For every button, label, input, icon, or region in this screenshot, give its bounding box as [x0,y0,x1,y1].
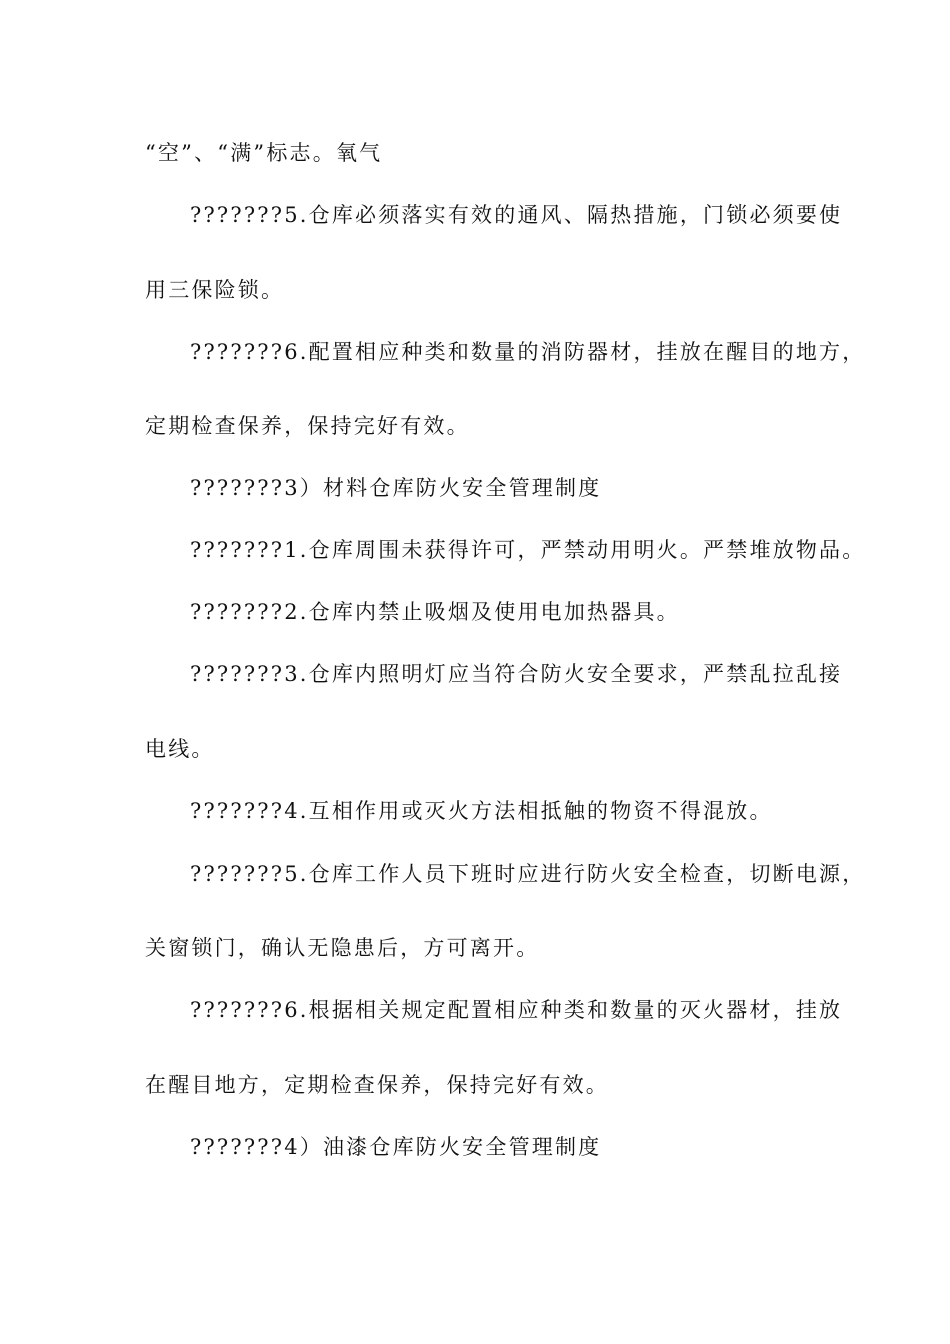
text-line: 用三保险锁。 [145,278,285,302]
text-line: ???????1.仓库周围未获得许可，严禁动用明火。严禁堆放物品。 [190,538,866,562]
text-line: ???????6.根据相关规定配置相应种类和数量的灭火器材，挂放 [190,998,843,1022]
text-line: ???????5.仓库工作人员下班时应进行防火安全检查，切断电源， [190,862,866,886]
text-line: 电线。 [145,737,215,761]
text-line: ???????6.配置相应种类和数量的消防器材，挂放在醒目的地方， [190,340,866,364]
text-line: ???????5.仓库必须落实有效的通风、隔热措施，门锁必须要使 [190,203,843,227]
text-line: 在醒目地方，定期检查保养，保持完好有效。 [145,1073,609,1097]
text-line: “空”、“满”标志。氧气 [145,141,383,165]
text-line: ???????4.互相作用或灭火方法相抵触的物资不得混放。 [190,799,773,823]
text-line: ???????2.仓库内禁止吸烟及使用电加热器具。 [190,600,680,624]
section-heading: ???????3）材料仓库防火安全管理制度 [190,476,602,500]
text-line: 关窗锁门，确认无隐患后，方可离开。 [145,936,540,960]
section-heading: ???????4）油漆仓库防火安全管理制度 [190,1135,602,1159]
text-line: 定期检查保养，保持完好有效。 [145,414,470,438]
text-line: ???????3.仓库内照明灯应当符合防火安全要求，严禁乱拉乱接 [190,662,843,686]
